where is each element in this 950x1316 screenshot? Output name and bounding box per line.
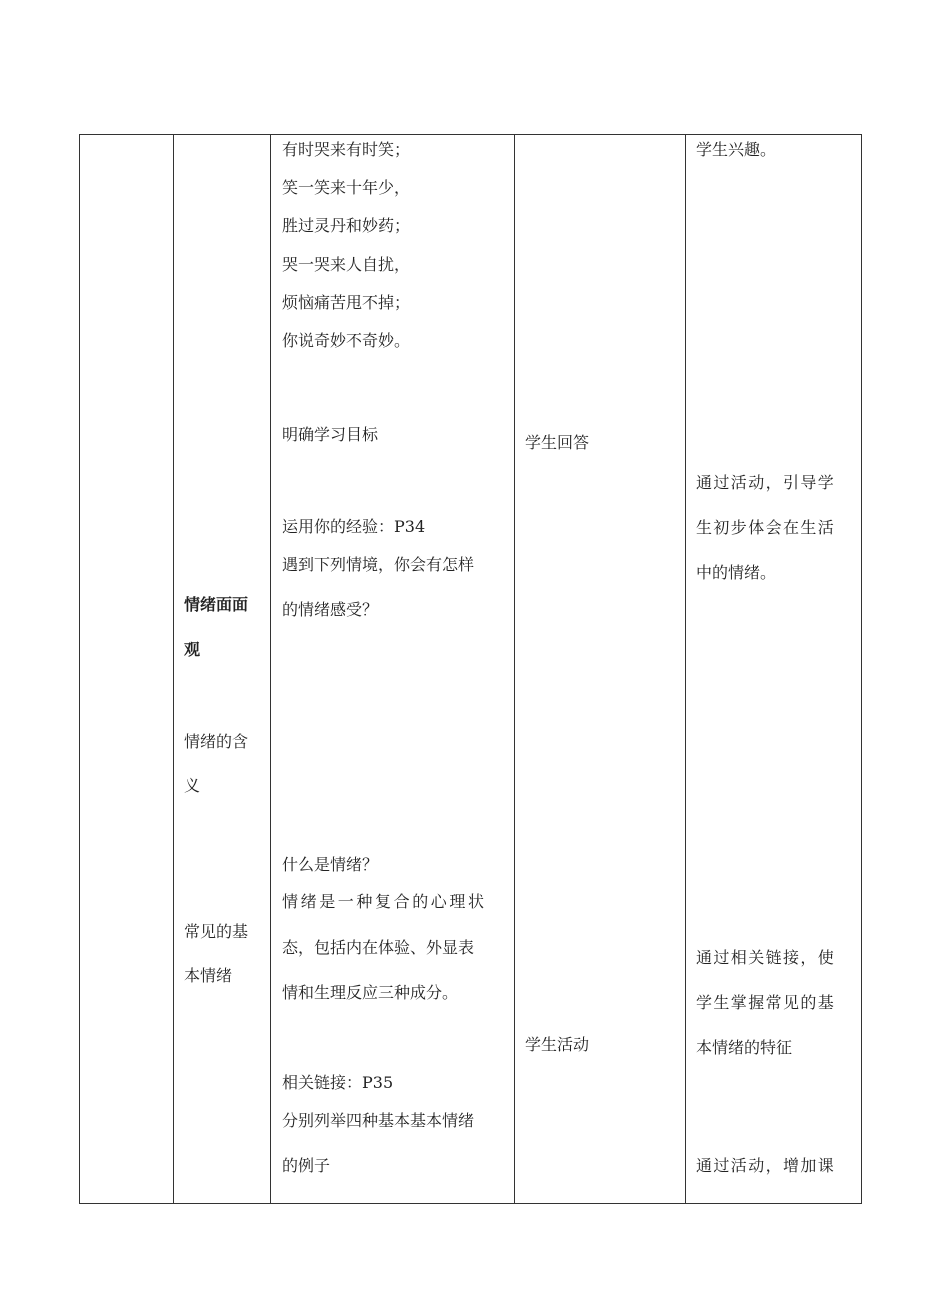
activity-title: 运用你的经验：P34	[282, 517, 426, 536]
intent-text: 学生兴趣。	[696, 140, 777, 159]
intent-text: 学生掌握常见的基	[696, 993, 836, 1012]
poem-line: 你说奇妙不奇妙。	[282, 331, 411, 350]
column-divider	[173, 134, 174, 1204]
poem-line: 笑一笑来十年少，	[282, 178, 411, 197]
subsection-label: 常见的基	[184, 922, 249, 941]
intent-text: 通过活动，增加课	[696, 1156, 836, 1175]
column-divider	[270, 134, 271, 1204]
column-divider	[514, 134, 515, 1204]
subsection-label: 情绪的含	[184, 732, 249, 751]
student-activity: 学生回答	[525, 433, 590, 452]
activity-text: 遇到下列情境，你会有怎样	[282, 555, 475, 574]
intent-text: 通过相关链接，使	[696, 948, 836, 967]
question-text: 什么是情绪？	[282, 855, 379, 874]
subsection-label: 义	[184, 776, 201, 795]
student-activity: 学生活动	[525, 1035, 590, 1054]
intent-text: 本情绪的特征	[696, 1038, 793, 1057]
poem-line: 胜过灵丹和妙药；	[282, 216, 411, 235]
link-title: 相关链接：P35	[282, 1073, 394, 1092]
poem-line: 哭一哭来人自扰，	[282, 255, 411, 274]
section-heading: 情绪面面	[184, 595, 249, 614]
link-text: 的例子	[282, 1156, 331, 1175]
definition-text: 情和生理反应三种成分。	[282, 983, 459, 1002]
link-text: 分别列举四种基本基本情绪	[282, 1111, 475, 1130]
intent-text: 生初步体会在生活	[696, 518, 836, 537]
subsection-label: 本情绪	[184, 966, 233, 985]
intent-text: 中的情绪。	[696, 563, 777, 582]
column-divider	[685, 134, 686, 1204]
activity-text: 的情绪感受？	[282, 600, 379, 619]
table-cell-empty	[80, 135, 172, 1203]
intent-text: 通过活动，引导学	[696, 473, 836, 492]
poem-line: 有时哭来有时笑；	[282, 140, 411, 159]
poem-line: 烦恼痛苦甩不掉；	[282, 293, 411, 312]
definition-text: 情绪是一种复合的心理状	[282, 892, 487, 911]
section-heading: 观	[184, 640, 201, 659]
definition-text: 态，包括内在体验、外显表	[282, 938, 475, 957]
learning-goal: 明确学习目标	[282, 425, 379, 444]
